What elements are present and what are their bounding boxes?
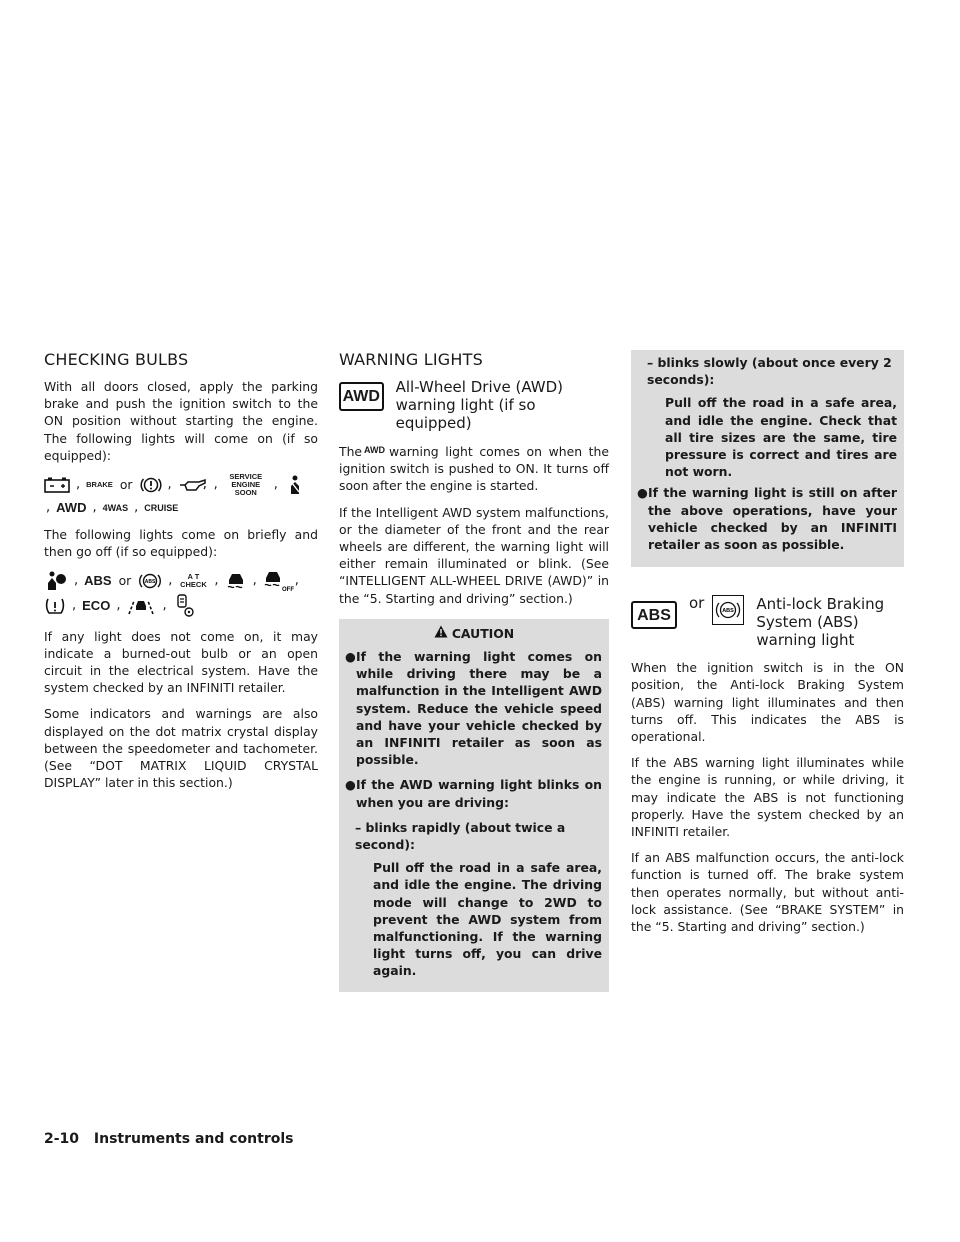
caution-indent-text: Pull off the road in a safe area, and idle the engine. The driving mode will change to 2WD to prevent the AWD system from malfunctioning. If the warning light turns off, you can drive again. — [373, 860, 602, 979]
awd-heading — [339, 378, 609, 432]
at-check-icon: A T CHECK — [180, 571, 207, 589]
4was-icon: 4WAS — [102, 502, 129, 513]
caution-dash-item: – blinks rapidly (about twice a second): — [355, 819, 566, 853]
or-word: or — [119, 477, 133, 493]
awd-icon: AWD — [56, 500, 87, 516]
lane-departure-icon — [126, 597, 156, 615]
slip-off-icon — [263, 570, 294, 593]
column-checking-bulbs — [44, 350, 318, 800]
caution-box-continued — [631, 350, 904, 567]
footer-section: Instruments and controls — [93, 1131, 294, 1147]
caution-indent-text: Pull off the road in a safe area, and idle the engine. Check that all tire sizes are the same, tire pressure is correct and tires are not worn. — [665, 395, 897, 480]
brake-circle-icon — [140, 475, 162, 495]
section-title-checking-bulbs: CHECKING BULBS — [44, 350, 189, 369]
slip-off-text: OFF — [281, 586, 294, 593]
section-title-warning-lights: WARNING LIGHTS — [339, 350, 483, 369]
abs-text-icon: ABS — [84, 573, 112, 589]
cruise-icon: CRUISE — [144, 502, 179, 513]
warning-icons-brief: , ABS or ABS , A T CHECK , , OFF , , ECO , , — [44, 570, 318, 618]
paragraph: If any light does not come on, it may indicate a burned-out bulb or an open circuit in the electrical system. Have the system checked by an INFINITI retailer. — [44, 628, 318, 696]
abs-title-line3: warning light — [756, 631, 855, 650]
awd-subsection-title — [396, 378, 609, 432]
abs-subsection-title — [756, 595, 884, 649]
caution-box — [339, 619, 609, 992]
paragraph: The following lights come on briefly and then go off (if so equipped): — [44, 527, 318, 560]
caution-dash-item: – blinks slowly (about once every 2 seconds): — [647, 355, 892, 388]
abs-title-line2: System (ABS) — [756, 613, 859, 632]
abs-heading — [631, 595, 904, 649]
paragraph: The $^{AWD}$ warning light comes on when the ignition switch is pushed to ON. It turns off soon after the engine is started. — [339, 444, 609, 494]
abs-title-line1: Anti-lock Braking — [756, 595, 885, 614]
seatbelt-icon — [284, 475, 306, 495]
abs-circle-text: ABS — [145, 578, 156, 585]
caution-triangle-icon — [434, 625, 448, 642]
awd-inline-icon: AWD — [364, 445, 386, 455]
awd-title-line2: warning light (if so equipped) — [395, 396, 536, 432]
paragraph: With all doors closed, apply the parking brake and push the ignition switch to the ON position without starting the engine. The following lights will come on (if so equipped): — [44, 379, 318, 463]
awd-warning-icon: AWD — [339, 382, 384, 411]
brake-label-icon: BRAKE — [86, 480, 113, 490]
abs-circle-icon — [138, 571, 162, 591]
abs-warning-icon: ABS — [631, 601, 677, 629]
battery-icon — [44, 477, 70, 493]
awd-title-line1: All-Wheel Drive (AWD) — [395, 378, 564, 396]
service-engine-soon-icon: SERVICE ENGINE SOON — [229, 472, 263, 498]
paragraph: Some indicators and warnings are also displayed on the dot matrix crystal display between the speedometer and tachometer. (See “DOT MATRIX LIQUID CRYSTAL DISPLAY” later in this section.) — [44, 706, 318, 791]
caution-bullet: ● If the warning light comes on while driving there may be a malfunction in the Intelligent AWD system. Reduce the vehicle speed and have your vehicle checked by an INFINITI retailer as soon as possible. — [345, 649, 602, 768]
column-warning-lights — [339, 350, 609, 992]
oil-pressure-icon — [178, 477, 208, 493]
paragraph: If an ABS malfunction occurs, the anti-lock function is turned off. The brake system then operates normally, but without anti-lock assistance. (See “BRAKE SYSTEM” in the “5. Starting and driving” section.) — [631, 850, 904, 935]
warning-icons-on: , BRAKE or , , SERVICE ENGINE SOON , , AWD , 4WAS , CRUISE — [44, 473, 318, 516]
column-abs — [631, 350, 904, 944]
page-footer — [44, 1131, 293, 1147]
abs-round-icon — [712, 595, 744, 625]
abs-round-text: ABS — [722, 608, 735, 615]
paragraph: If the ABS warning light illuminates while the engine is running, or while driving, it may indicate the ABS is not functioning properly. Have the system checked by an INFINITI retailer. — [631, 755, 904, 840]
caution-bullet: ● If the warning light is still on after the above operations, have your vehicle checked by an INFINITI retailer as soon as possible. — [637, 485, 897, 553]
airbag-icon — [44, 571, 68, 591]
paragraph: When the ignition switch is in the ON position, the Anti-lock Braking System (ABS) warning light illuminates and then turns off. This indicates the ABS is operational. — [631, 660, 904, 745]
slip-icon — [225, 571, 247, 591]
or-word: or — [689, 594, 705, 613]
paragraph: If the Intelligent AWD system malfunctions, or the diameter of the front and the rear wheels are different, the warning light will either remain illuminated or blink. (See “INTELLIGENT ALL-WHEEL DRIVE (AWD)” in the “5. Starting and driving” section.) — [339, 504, 609, 606]
caution-title: CAUTION — [339, 625, 609, 642]
caution-bullet: ● If the AWD warning light blinks on when you are driving: — [345, 777, 602, 810]
eco-icon: ECO — [82, 598, 111, 614]
steering-lock-icon — [173, 594, 197, 618]
tire-pressure-icon — [44, 596, 66, 616]
page-number: 2-10 — [44, 1131, 80, 1147]
